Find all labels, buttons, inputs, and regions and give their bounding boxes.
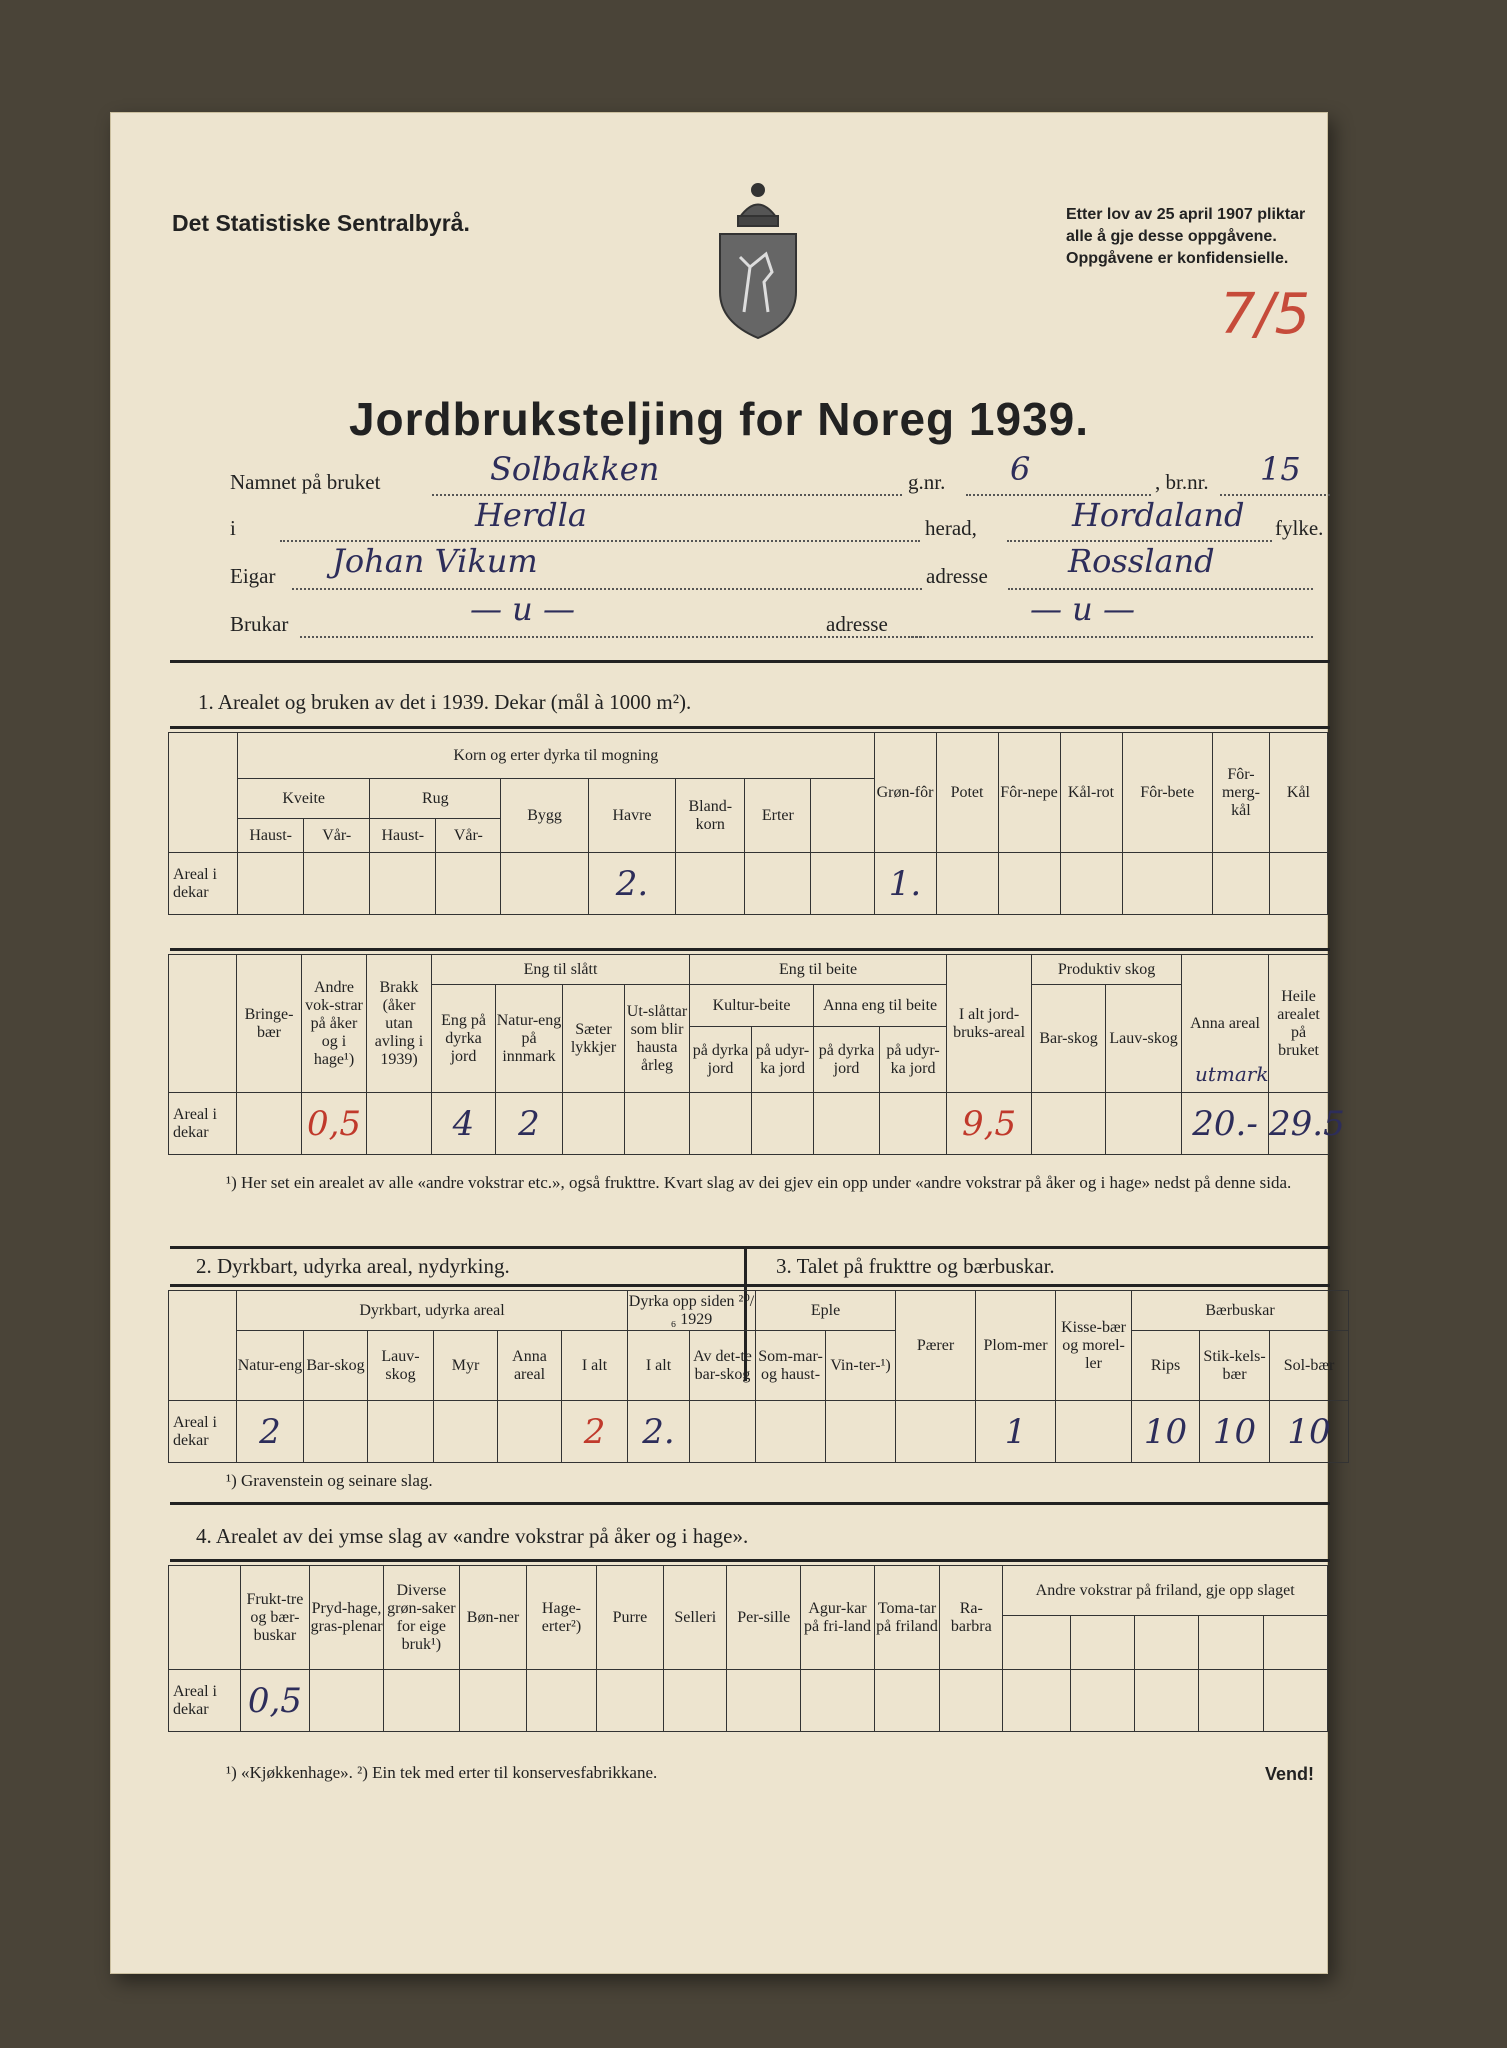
table-1a	[168, 732, 1328, 915]
value-rips: 10	[1132, 1401, 1200, 1463]
col-header: Purre	[596, 1566, 663, 1670]
gnr-label: g.nr.	[908, 470, 946, 494]
col-header: Fôr-bete	[1122, 733, 1212, 853]
coat-of-arms-icon	[710, 172, 806, 342]
col-header: Vår-	[436, 819, 501, 853]
col-header: Kål-rot	[1060, 733, 1122, 853]
col-header: Selleri	[664, 1566, 727, 1670]
divider	[170, 1502, 1330, 1505]
group-header: Kultur-beite	[690, 985, 814, 1027]
col-header: Ut-slåttar som blir hausta årleg	[625, 985, 690, 1093]
divider	[170, 1559, 1330, 1562]
col-header: Bøn-ner	[459, 1566, 526, 1670]
footnote-4: ¹) «Kjøkkenhage». ²) Ein tek med erter til konservesfabrikkane.	[226, 1763, 658, 1782]
group-header: Dyrka opp siden ²⁰/₆ 1929	[628, 1291, 756, 1331]
table-4	[168, 1565, 1328, 1732]
value-anna-areal: 20.-	[1182, 1093, 1269, 1155]
col-header: Fôr-merg-kål	[1212, 733, 1269, 853]
table-2-3	[168, 1290, 1349, 1463]
col-header: Frukt-tre og bær-buskar	[240, 1566, 310, 1670]
col-header: Heile arealet på bruket	[1269, 955, 1329, 1093]
table-1b	[168, 954, 1345, 1155]
fylke-label: fylke.	[1275, 516, 1324, 540]
col-header: Av det-te bar-skog	[690, 1331, 756, 1401]
legal-line-1: Etter lov av 25 april 1907 pliktar	[1066, 206, 1306, 223]
divider	[170, 1284, 1330, 1287]
col-header: Lauv-skog	[368, 1331, 434, 1401]
page-title: Jordbruksteljing for Noreg 1939.	[348, 393, 1090, 445]
col-header: Toma-tar på friland	[874, 1566, 939, 1670]
col-header: Anna areal	[1182, 955, 1269, 1093]
owner-value: Johan Vikum	[332, 542, 538, 580]
col-header: Kveite	[238, 779, 370, 819]
value-potet: 1.	[874, 853, 936, 915]
value-dyrka-i-alt: 2.	[628, 1401, 690, 1463]
col-header: Rug	[370, 779, 501, 819]
value-i-alt-2: 2	[562, 1401, 628, 1463]
col-header: Potet	[936, 733, 998, 853]
herad-value: Herdla	[475, 496, 587, 534]
col-header: Bygg	[501, 779, 588, 853]
legal-notice	[1066, 204, 1316, 270]
col-header: Natur-eng på innmark	[496, 985, 563, 1093]
row-label: Areal i dekar	[169, 1401, 237, 1463]
col-header: Pryd-hage, gras-plenar	[310, 1566, 384, 1670]
group-header: Eng til beite	[690, 955, 947, 985]
col-header: Fôr-nepe	[998, 733, 1060, 853]
value-solbaer: 10	[1270, 1401, 1349, 1463]
group-header: Dyrkbart, udyrka areal	[237, 1291, 628, 1331]
owner-address-value: Rossland	[1068, 542, 1215, 580]
owner-label: Eigar	[230, 564, 276, 588]
value-plommer: 1	[976, 1401, 1056, 1463]
col-header: I alt	[562, 1331, 628, 1401]
value-frukttre: 0,5	[240, 1670, 310, 1732]
user-address-value: — u —	[1030, 590, 1135, 628]
col-header: Kisse-bær og morel-ler	[1056, 1291, 1132, 1401]
col-header: Haust-	[238, 819, 304, 853]
row-label: Areal i dekar	[169, 1093, 237, 1155]
col-header: Bar-skog	[304, 1331, 368, 1401]
turn-over-label: Vend!	[1265, 1764, 1315, 1784]
col-header: Bar-skog	[1032, 985, 1106, 1093]
col-header: på udyr-ka jord	[880, 1027, 947, 1093]
utmark-annotation: utmark	[1195, 1062, 1269, 1086]
row-header-blank	[169, 733, 238, 853]
section-3-title: 3. Talet på frukttre og bærbuskar.	[776, 1254, 1055, 1278]
col-header: Vår-	[304, 819, 370, 853]
value-i-alt-jord: 9,5	[947, 1093, 1032, 1155]
brnr-value: 15	[1260, 450, 1301, 488]
col-header: I alt jord-bruks-areal	[947, 955, 1032, 1093]
col-header: Stik-kels-bær	[1200, 1331, 1270, 1401]
col-header: Ra-barbra	[940, 1566, 1003, 1670]
owner-address-label: adresse	[926, 564, 988, 588]
section-1-title: 1. Arealet og bruken av det i 1939. Dekar (mål à 1000 m²).	[198, 690, 692, 714]
row-label: Areal i dekar	[169, 1670, 241, 1732]
group-header: Anna eng til beite	[814, 985, 947, 1027]
col-header: Lauv-skog	[1106, 985, 1182, 1093]
divider	[170, 948, 1330, 951]
legal-line-3: Oppgåvene er konfidensielle.	[1066, 250, 1289, 267]
fylke-value: Hordaland	[1072, 496, 1245, 534]
col-header: Rips	[1132, 1331, 1200, 1401]
col-header: Brakk (åker utan avling i 1939)	[367, 955, 432, 1093]
user-label: Brukar	[230, 612, 289, 636]
col-header: I alt	[628, 1331, 690, 1401]
group-header: Produktiv skog	[1032, 955, 1182, 985]
farm-name-value: Solbakken	[490, 450, 660, 488]
col-header: Grøn-fôr	[874, 733, 936, 853]
col-header: på dyrka jord	[690, 1027, 752, 1093]
section-4-title: 4. Arealet av dei ymse slag av «andre vokstrar på åker og i hage».	[196, 1524, 749, 1548]
divider	[170, 660, 1330, 663]
group-header: Eng til slått	[432, 955, 690, 985]
col-header: Vin-ter-¹)	[826, 1331, 896, 1401]
col-header: Natur-eng	[237, 1331, 304, 1401]
col-header: Bland-korn	[676, 779, 745, 853]
pencil-annotation: 7/5	[1220, 282, 1311, 347]
footnote-1: ¹) Her set ein arealet av alle «andre vokstrar etc.», også frukttre. Kvart slag av dei gjev ein opp under «andre vokstrar på åker og i hage» nedst på denne sida.	[226, 1173, 1292, 1192]
form-sheet	[110, 112, 1345, 1974]
group-header: Bærbuskar	[1132, 1291, 1349, 1331]
col-header: Sæter lykkjer	[563, 985, 625, 1093]
col-header: Diverse grøn-saker for eige bruk¹)	[383, 1566, 459, 1670]
value-naturleng: 2	[496, 1093, 563, 1155]
col-header: Plom-mer	[976, 1291, 1056, 1401]
divider	[170, 1246, 1330, 1249]
value-stikkelsbaer: 10	[1200, 1401, 1270, 1463]
col-header: Havre	[588, 779, 675, 853]
legal-line-2: alle å gje desse oppgåvene.	[1066, 228, 1277, 245]
user-value: — u —	[470, 590, 575, 628]
col-header: Eng på dyrka jord	[432, 985, 496, 1093]
section-2-title: 2. Dyrkbart, udyrka areal, nydyrking.	[196, 1254, 510, 1278]
gnr-value: 6	[1010, 450, 1031, 488]
brnr-label: , br.nr.	[1155, 470, 1209, 494]
row-header-blank	[169, 955, 237, 1093]
herad-label: herad,	[925, 516, 977, 540]
col-header: Kål	[1269, 733, 1327, 853]
col-header: Pærer	[896, 1291, 976, 1401]
col-header: Sol-bær	[1270, 1331, 1349, 1401]
value-naturleng-2: 2	[237, 1401, 304, 1463]
col-header: på dyrka jord	[814, 1027, 880, 1093]
agency-name: Det Statistiske Sentralbyrå.	[172, 210, 470, 236]
divider	[170, 726, 1330, 729]
value-andre-vokstrar: 0,5	[302, 1093, 367, 1155]
footnote-2: ¹) Gravenstein og seinare slag.	[226, 1471, 433, 1490]
group-header: Andre vokstrar på friland, gje opp slaget	[1003, 1566, 1328, 1616]
grain-group-header: Korn og erter dyrka til mogning	[238, 733, 874, 779]
col-header: Anna areal	[498, 1331, 562, 1401]
value-havre: 2.	[588, 853, 675, 915]
col-header: Haust-	[370, 819, 436, 853]
col-header: Erter	[745, 779, 811, 853]
col-header: Myr	[434, 1331, 498, 1401]
col-header: Andre vok-strar på åker og i hage¹)	[302, 955, 367, 1093]
col-header: Per-sille	[727, 1566, 801, 1670]
in-label: i	[230, 516, 236, 540]
col-header: Bringe-bær	[237, 955, 302, 1093]
col-header: Hage-erter²)	[527, 1566, 597, 1670]
value-eng-dyrka: 4	[432, 1093, 496, 1155]
user-address-label: adresse	[826, 612, 888, 636]
value-heile-arealet: 29.5	[1269, 1093, 1329, 1155]
col-header: Agur-kar på fri-land	[801, 1566, 875, 1670]
row-label: Areal i dekar	[169, 853, 238, 915]
col-header: Som-mar-og haust-	[756, 1331, 826, 1401]
farm-name-label: Namnet på bruket	[230, 470, 381, 494]
col-header: på udyr-ka jord	[752, 1027, 814, 1093]
group-header: Eple	[756, 1291, 896, 1331]
